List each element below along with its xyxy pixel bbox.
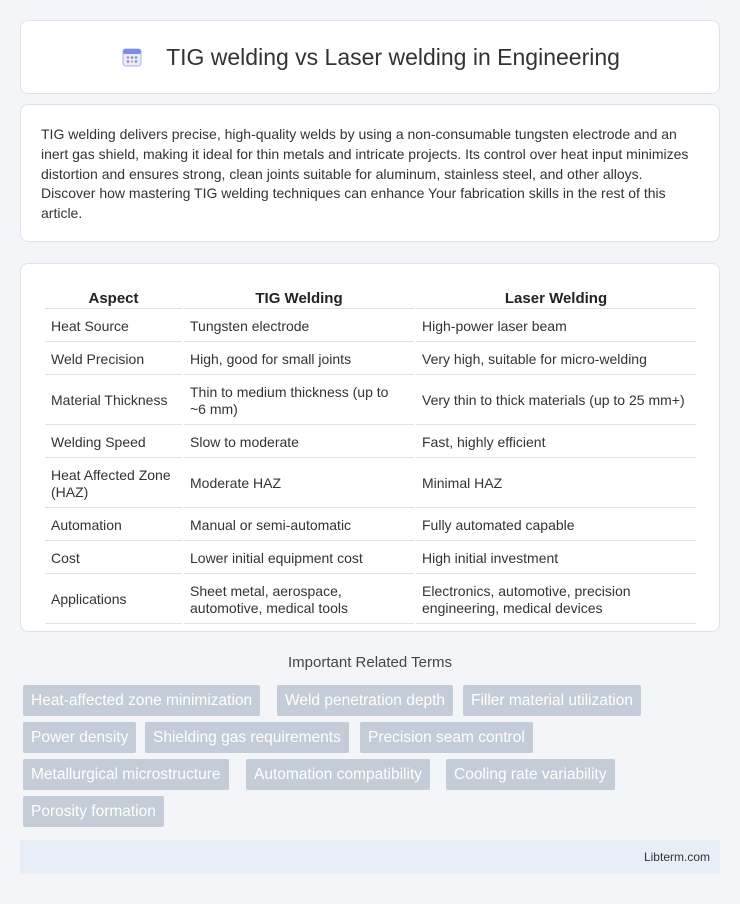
table-cell: Automation — [45, 510, 182, 541]
term-tag[interactable]: Metallurgical microstructure — [23, 759, 229, 790]
table-cell: Lower initial equipment cost — [184, 543, 414, 574]
term-tag[interactable]: Filler material utilization — [463, 685, 641, 716]
table-cell: Very thin to thick materials (up to 25 mm+) — [416, 377, 696, 425]
term-tag[interactable]: Power density — [23, 722, 136, 753]
term-tag[interactable]: Automation compatibility — [246, 759, 430, 790]
table-cell: Slow to moderate — [184, 427, 414, 458]
table-cell: Welding Speed — [45, 427, 182, 458]
table-cell: Manual or semi-automatic — [184, 510, 414, 541]
page-title: TIG welding vs Laser welding in Engineering — [166, 43, 620, 70]
term-tag[interactable]: Porosity formation — [23, 796, 164, 827]
table-cell: Weld Precision — [45, 344, 182, 375]
table-cell: Tungsten electrode — [184, 311, 414, 342]
table-cell: High initial investment — [416, 543, 696, 574]
intro-text: TIG welding delivers precise, high-quality welds by using a non-consumable tungsten electrode and an inert gas shield, making it ideal for thin metals and intricate projects. Its control over heat input minimizes distortion and ensures strong, clean joints suitable for aluminum, stainless steel, and other alloys. Discover how mastering TIG welding techniques can enhance Your fabrication skills in the rest of this article. — [41, 126, 689, 222]
table-cell: Fast, highly efficient — [416, 427, 696, 458]
table-row — [45, 576, 696, 624]
table-cell: Sheet metal, aerospace, automotive, medical tools — [184, 576, 414, 624]
table-cell: Minimal HAZ — [416, 460, 696, 508]
table-row — [45, 510, 696, 541]
header-tig: TIG Welding — [184, 286, 414, 309]
table-row — [45, 344, 696, 375]
table-cell: Material Thickness — [45, 377, 182, 425]
table-header-row — [45, 286, 696, 309]
table-cell: Heat Source — [45, 311, 182, 342]
intro-card — [20, 104, 720, 242]
term-tag[interactable]: Cooling rate variability — [446, 759, 615, 790]
title-card — [20, 20, 720, 94]
term-tag[interactable]: Precision seam control — [360, 722, 533, 753]
table-cell: Electronics, automotive, precision engineering, medical devices — [416, 576, 696, 624]
comparison-table — [43, 284, 698, 626]
table-row — [45, 377, 696, 425]
table-row — [45, 427, 696, 458]
table-cell: High, good for small joints — [184, 344, 414, 375]
related-terms-heading: Important Related Terms — [288, 654, 452, 671]
term-tag[interactable]: Weld penetration depth — [277, 685, 453, 716]
header-laser: Laser Welding — [416, 286, 696, 309]
table-cell: High-power laser beam — [416, 311, 696, 342]
term-tag[interactable]: Heat-affected zone minimization — [23, 685, 260, 716]
table-cell: Cost — [45, 543, 182, 574]
header-aspect: Aspect — [45, 286, 182, 309]
table-cell: Applications — [45, 576, 182, 624]
comparison-table-card — [20, 263, 720, 632]
table-cell: Heat Affected Zone (HAZ) — [45, 460, 182, 508]
table-row — [45, 543, 696, 574]
calendar-icon — [120, 45, 144, 69]
table-row — [45, 311, 696, 342]
term-tag[interactable]: Shielding gas requirements — [145, 722, 349, 753]
footer-site-link[interactable]: Libterm.com — [643, 850, 710, 864]
table-cell: Thin to medium thickness (up to ~6 mm) — [184, 377, 414, 425]
footer — [20, 840, 720, 874]
table-cell: Very high, suitable for micro-welding — [416, 344, 696, 375]
table-cell: Fully automated capable — [416, 510, 696, 541]
table-row — [45, 460, 696, 508]
table-cell: Moderate HAZ — [184, 460, 414, 508]
